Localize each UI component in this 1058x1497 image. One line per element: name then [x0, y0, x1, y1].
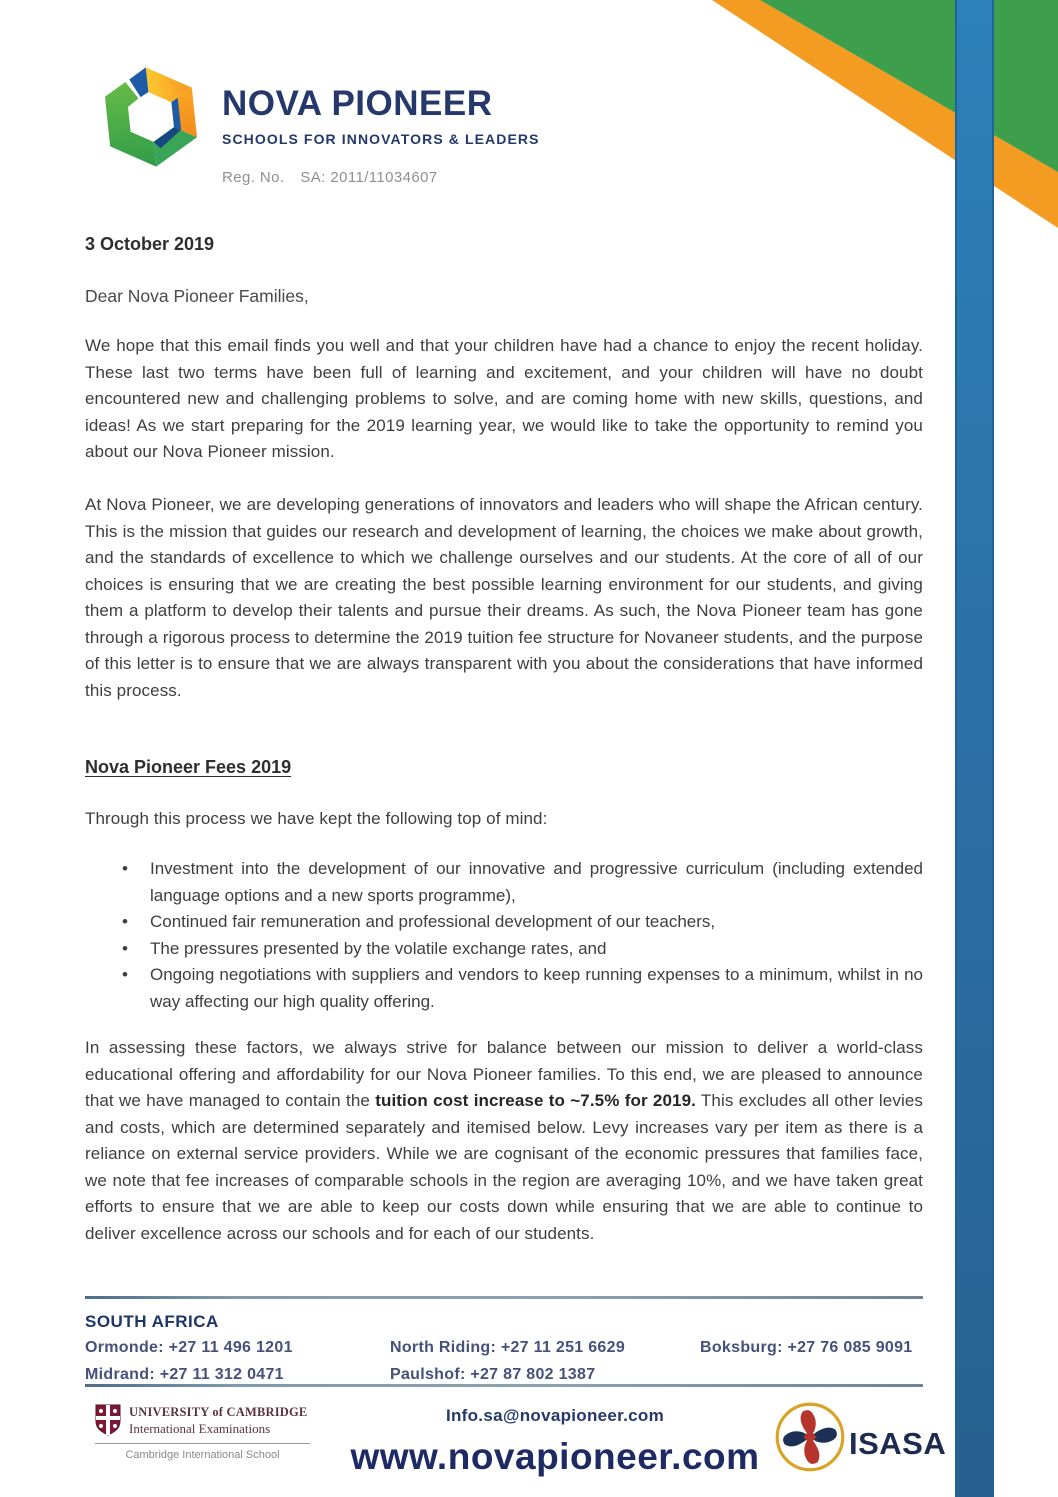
website-url: www.novapioneer.com: [350, 1436, 760, 1477]
nova-pioneer-hexagon-logo-icon: [99, 64, 203, 170]
footer-divider-bottom: [85, 1384, 923, 1387]
salutation: Dear Nova Pioneer Families,: [85, 286, 309, 306]
isasa-accreditation: [773, 1400, 946, 1474]
contact-ormonde: Ormonde: +27 11 496 1201: [85, 1339, 293, 1356]
isasa-label: ISASA: [849, 1426, 947, 1461]
brand-name: NOVA PIONEER: [222, 84, 493, 123]
paragraph-mission: At Nova Pioneer, we are developing generations of innovators and leaders who will shape the African century. This is the mission that guides our research and development of learning, the choices we make about growth, and the standards of excellence to which we challenge ourselves and our students. At the core of all of our choices is ensuring that we are creating the best possible learning environment for our students, and giving them a platform to develop their talents and pursue their dreams. As such, the Nova Pioneer team has gone through a rigorous process to determine the 2019 tuition fee structure for Novaneer students, and the purpose of this letter is to ensure that we are always transparent with you about the considerations that have informed this process.: [85, 495, 923, 700]
list-item: • Continued fair remuneration and professional development of our teachers,: [122, 909, 923, 936]
contact-grid: [85, 1338, 923, 1384]
reg-label: Reg. No.: [222, 169, 285, 186]
contact-column-3: [700, 1338, 923, 1384]
region-heading: SOUTH AFRICA: [85, 1312, 219, 1331]
brand-tagline: SCHOOLS FOR INNOVATORS & LEADERS: [222, 131, 540, 147]
cambridge-rule: [95, 1443, 310, 1444]
closing-text-before: In assessing these factors, we always strive for balance between our mission to deliver a world-class educational offering and affordability for our Nova Pioneer families. To this end, we are pleased to announce that we have managed to contain the: [85, 1038, 923, 1110]
contact-column-2: [390, 1338, 700, 1384]
considerations-list: [85, 856, 923, 1015]
tuition-increase-highlight: tuition cost increase to ~7.5% for 2019.: [375, 1091, 696, 1110]
list-item: • Investment into the development of our innovative and progressive curriculum (including extended language options and a new sports programme),: [122, 856, 923, 909]
cambridge-line1: UNIVERSITY of CAMBRIDGE: [129, 1405, 308, 1419]
reg-value: SA: 2011/11034607: [300, 169, 438, 186]
contact-midrand: Midrand: +27 11 312 0471: [85, 1366, 284, 1383]
list-item: • The pressures presented by the volatile exchange rates, and: [122, 936, 923, 963]
paragraph-closing: [85, 1035, 923, 1247]
cambridge-line3: Cambridge International School: [125, 1449, 280, 1461]
cambridge-shield-icon: [95, 1404, 121, 1436]
bullets-intro-line: Through this process we have kept the following top of mind:: [85, 809, 548, 828]
blue-vertical-stripe: [955, 0, 994, 1497]
footer-divider-top: [85, 1296, 923, 1299]
corner-decoration: [700, 0, 1058, 232]
cambridge-accreditation: [95, 1404, 325, 1461]
list-item: • Ongoing negotiations with suppliers and vendors to keep running expenses to a minimum, whilst in no way affecting our high quality offering.: [122, 962, 923, 1015]
registration-number: [222, 169, 742, 186]
contact-boksburg: Boksburg: +27 76 085 9091: [700, 1339, 913, 1356]
cambridge-line2: International Examinations: [129, 1421, 271, 1436]
contact-north-riding: North Riding: +27 11 251 6629: [390, 1339, 626, 1356]
orange-triangle: [700, 0, 1058, 232]
closing-text-after: This excludes all other levies and costs, which are determined separately and itemised below. Levy increases vary per item as there is a reliance on external service providers. While we are cognisant of the economic pressures that families face, we note that fee increases of comparable schools in the region are averaging 10%, and we have taken great efforts to ensure that we are able to keep our costs down while ensuring that we are able to continue to deliver excellence across our schools and for each of our students.: [85, 1091, 923, 1243]
paragraph-intro: We hope that this email finds you well and that your children have had a chance to enjoy the recent holiday. These last two terms have been full of learning and excitement, and your children will have no doubt encountered new and challenging problems to solve, and are coming home with new skills, questions, and ideas! As we start preparing for the 2019 learning year, we would like to take the opportunity to remind you about our Nova Pioneer mission.: [85, 336, 923, 461]
isasa-emblem-icon: [773, 1400, 847, 1474]
contact-email: Info.sa@novapioneer.com: [445, 1406, 665, 1425]
contact-column-1: [85, 1338, 390, 1384]
green-triangle: [700, 0, 1058, 232]
letter-date: 3 October 2019: [85, 234, 215, 254]
footer-logo-strip: [85, 1398, 947, 1493]
section-heading-fees: Nova Pioneer Fees 2019: [85, 757, 292, 777]
contact-paulshof: Paulshof: +27 87 802 1387: [390, 1366, 596, 1383]
